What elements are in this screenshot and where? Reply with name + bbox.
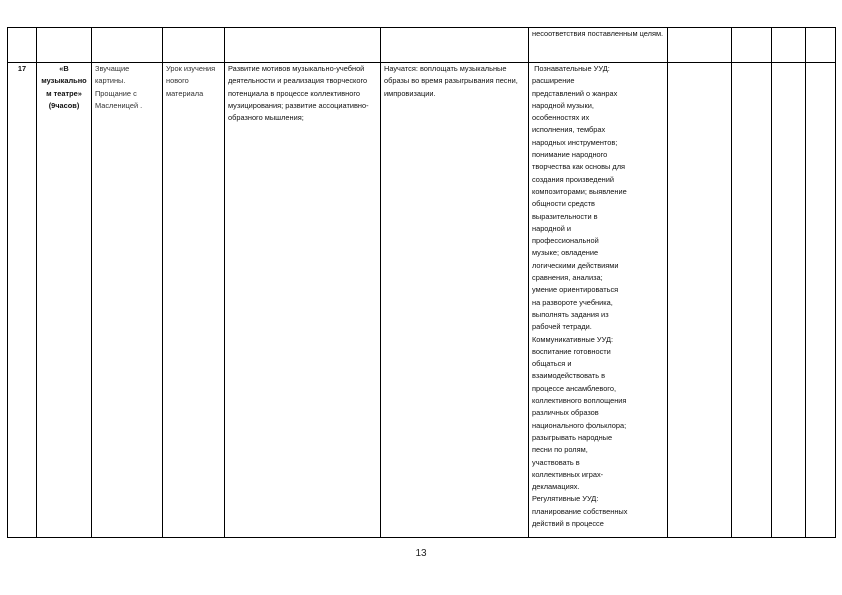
uud-line: коллективного воплощения <box>532 396 627 406</box>
uud-line: песни по ролям, <box>532 445 588 455</box>
uud-line: создания произведений <box>532 174 615 184</box>
uud-line: особенностях их <box>532 113 590 123</box>
lesson-number: 17 <box>8 63 37 538</box>
uud-continuation-cell: несоответствия поставленным целям. <box>529 28 668 63</box>
uud-line: сравнения, анализа; <box>532 273 603 283</box>
lesson-type: Урок изучения нового материала <box>163 63 225 538</box>
uud-line: разыгрывать народные <box>532 432 613 442</box>
table-row-continuation <box>8 28 836 63</box>
uud-line: коллективных играх- <box>532 469 604 479</box>
uud-line: планирование собственных <box>532 506 628 516</box>
cell-empty <box>37 28 92 63</box>
uud-line: народной и <box>532 223 572 233</box>
uud-line: композиторами; выявление <box>532 186 627 196</box>
cell-empty <box>668 28 732 63</box>
uud-line: народных инструментов; <box>532 137 618 147</box>
uud-line: музыке; овладение <box>532 248 599 258</box>
uud-line: национального фольклора; <box>532 420 627 430</box>
uud-line: выразительности в <box>532 211 598 221</box>
cell-empty <box>806 28 836 63</box>
uud-cell <box>529 63 668 538</box>
uud-line: понимание народного <box>532 150 608 160</box>
cell-empty <box>806 63 836 538</box>
cell-empty <box>772 63 806 538</box>
lesson-title: Звучащие картины. Прощание с Масленицей . <box>92 63 163 538</box>
uud-line: воспитание готовности <box>532 346 611 356</box>
uud-line: общности средств <box>532 199 595 209</box>
uud-line: на развороте учебника, <box>532 297 613 307</box>
cell-empty <box>732 28 772 63</box>
uud-line: Регулятивные УУД: <box>532 494 599 504</box>
cell-empty <box>732 63 772 538</box>
uud-line: расширение <box>532 76 575 86</box>
uud-line: Коммуникативные УУД: <box>532 334 614 344</box>
section-topic: «В музыкальном театре» (9часов) <box>37 63 92 538</box>
subject-results: Научатся: воплощать музыкальные образы во время разыгрывания песни, импровизации. <box>381 63 529 538</box>
uud-line: участвовать в <box>532 457 580 467</box>
uud-line: действий в процессе <box>532 518 604 528</box>
lesson-plan-table <box>7 27 836 538</box>
cell-empty <box>8 28 37 63</box>
uud-line: взаимодействовать в <box>532 371 606 381</box>
uud-line: рабочей тетради. <box>532 322 592 332</box>
uud-line: народной музыки, <box>532 100 594 110</box>
uud-line: различных образов <box>532 408 599 418</box>
uud-line: представлений о жанрах <box>532 88 618 98</box>
lesson-tasks: Развитие мотивов музыкально-учебной деятельности и реализация творческого потенциала в процессе коллективного музицирования; развитие ассоциативно-образного мышления; <box>225 63 381 538</box>
uud-line: декламациях. <box>532 482 580 492</box>
uud-line: профессиональной <box>532 236 599 246</box>
uud-line: общаться и <box>532 359 572 369</box>
cell-empty <box>668 63 732 538</box>
cell-empty <box>772 28 806 63</box>
table-row <box>8 63 836 538</box>
uud-lines <box>532 63 664 530</box>
uud-line: логическими действиями <box>532 260 619 270</box>
uud-line: творчества как основы для <box>532 162 626 172</box>
uud-line: выполнять задания из <box>532 309 609 319</box>
page-number: 13 <box>415 548 427 559</box>
uud-line: процессе ансамблевого, <box>532 383 617 393</box>
cell-empty <box>92 28 163 63</box>
cell-empty <box>381 28 529 63</box>
uud-line: Познавательные УУД: <box>532 64 610 73</box>
cell-empty <box>225 28 381 63</box>
uud-line: умение ориентироваться <box>532 285 619 295</box>
cell-empty <box>163 28 225 63</box>
uud-line: исполнения, тембрах <box>532 125 606 135</box>
